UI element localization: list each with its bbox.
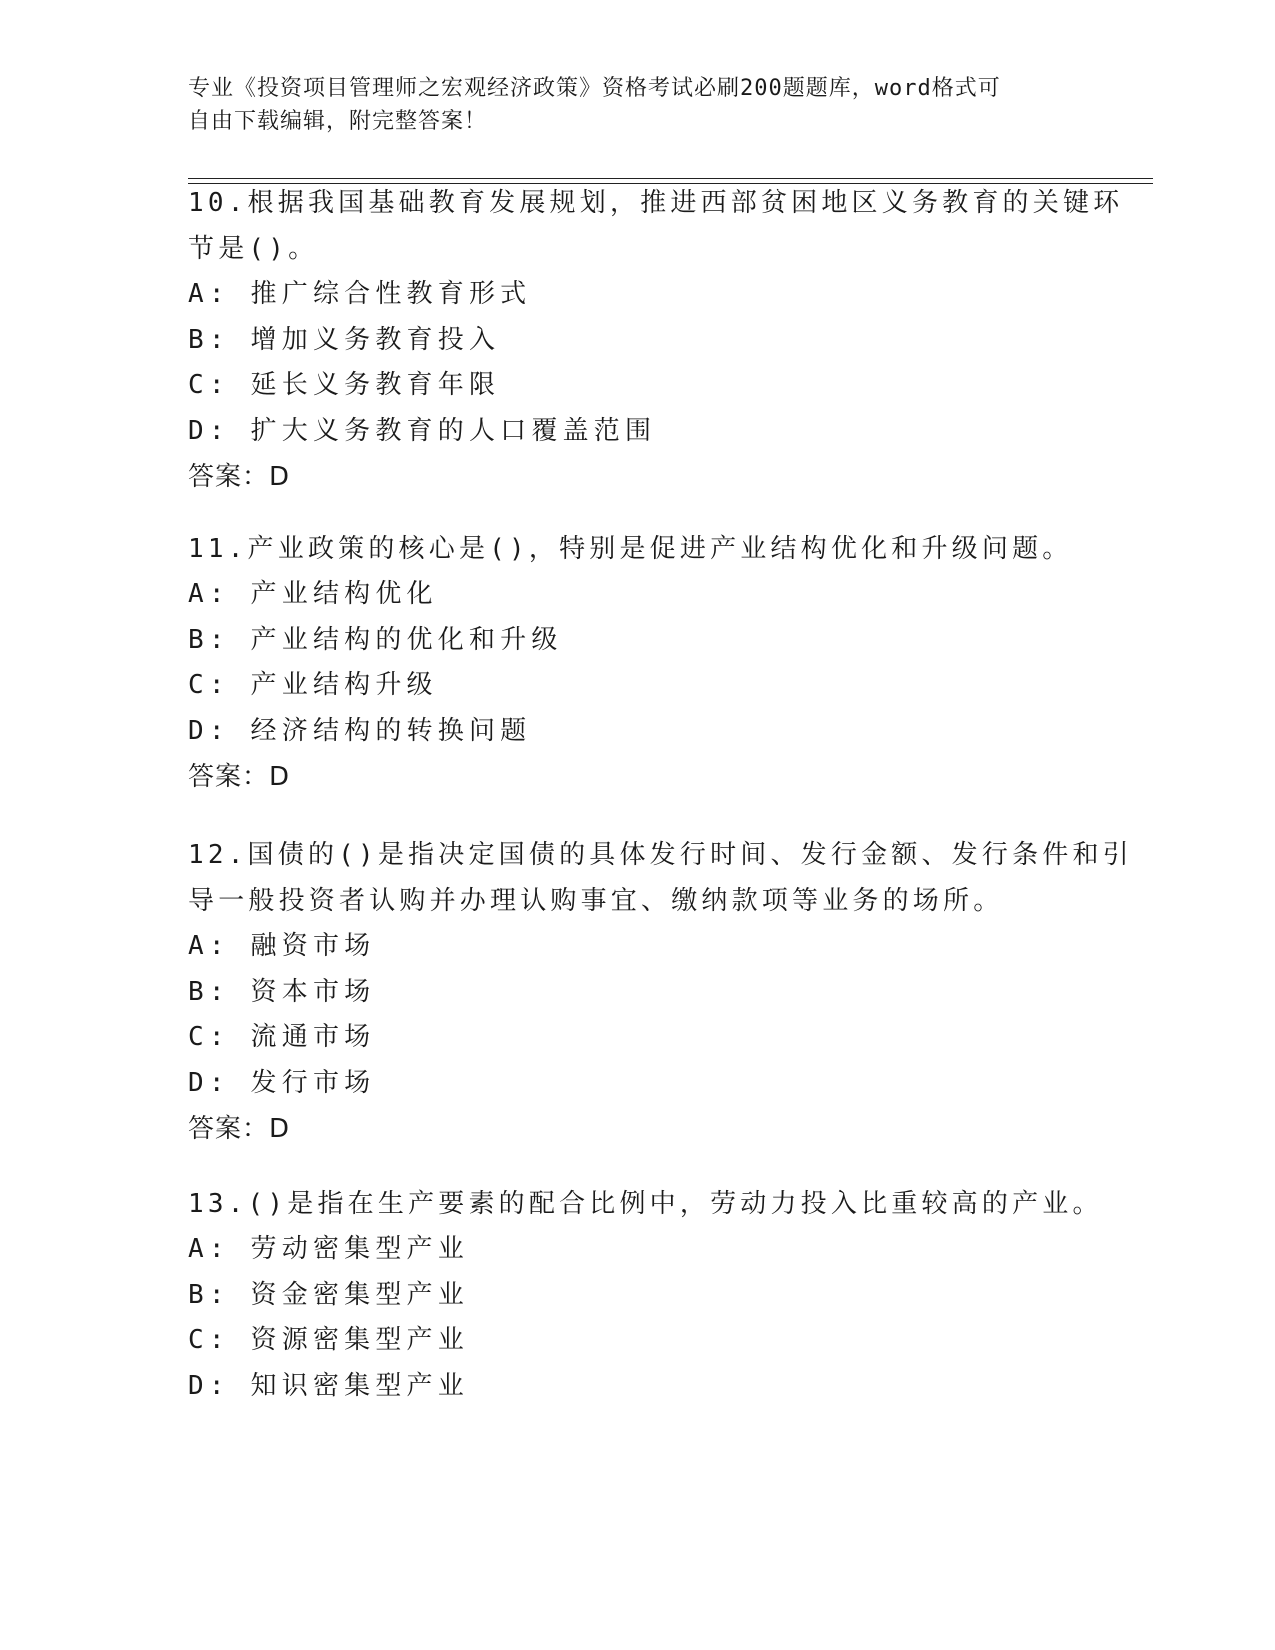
option-a: A: 推广综合性教育形式 bbox=[188, 279, 532, 309]
option-a: A: 劳动密集型产业 bbox=[188, 1234, 469, 1264]
question-text-line: 12.国债的()是指决定国债的具体发行时间、发行金额、发行条件和引 bbox=[188, 840, 1133, 870]
option-d: D: 经济结构的转换问题 bbox=[188, 715, 532, 746]
question-13 bbox=[188, 1181, 1103, 1409]
option-a: A: 融资市场 bbox=[188, 931, 376, 961]
option-b: B: 资本市场 bbox=[188, 976, 376, 1007]
option-d: D: 扩大义务教育的人口覆盖范围 bbox=[188, 415, 657, 446]
header-line-1: 专业《投资项目管理师之宏观经济政策》资格考试必刷200题题库，word格式可 bbox=[188, 76, 1001, 101]
question-text-line: 导一般投资者认购并办理认购事宜、缴纳款项等业务的场所。 bbox=[188, 886, 1004, 916]
question-text-line: 节是()。 bbox=[188, 234, 319, 264]
question-text-line: 10.根据我国基础教育发展规划，推进西部贫困地区义务教育的关键环 bbox=[188, 188, 1124, 218]
header-line-2: 自由下载编辑，附完整答案！ bbox=[188, 109, 488, 134]
option-c: C: 延长义务教育年限 bbox=[188, 370, 501, 400]
option-d: D: 知识密集型产业 bbox=[188, 1370, 469, 1401]
option-b: B: 产业结构的优化和升级 bbox=[188, 624, 563, 655]
question-text-line: 11.产业政策的核心是()，特别是促进产业结构优化和升级问题。 bbox=[188, 534, 1073, 564]
option-b: B: 增加义务教育投入 bbox=[188, 324, 501, 355]
question-12 bbox=[188, 832, 1133, 1152]
option-c: C: 资源密集型产业 bbox=[188, 1325, 469, 1355]
answer-line: 答案：D bbox=[188, 1114, 291, 1144]
document-header bbox=[188, 72, 1068, 138]
option-c: C: 产业结构升级 bbox=[188, 670, 438, 700]
header-divider-top bbox=[188, 178, 1153, 179]
option-d: D: 发行市场 bbox=[188, 1067, 376, 1098]
option-b: B: 资金密集型产业 bbox=[188, 1279, 469, 1310]
option-c: C: 流通市场 bbox=[188, 1022, 376, 1052]
answer-line: 答案：D bbox=[188, 462, 291, 492]
answer-line: 答案：D bbox=[188, 762, 291, 792]
question-text-line: 13.()是指在生产要素的配合比例中，劳动力投入比重较高的产业。 bbox=[188, 1189, 1103, 1219]
option-a: A: 产业结构优化 bbox=[188, 579, 438, 609]
question-10 bbox=[188, 180, 1124, 500]
question-11 bbox=[188, 526, 1088, 800]
